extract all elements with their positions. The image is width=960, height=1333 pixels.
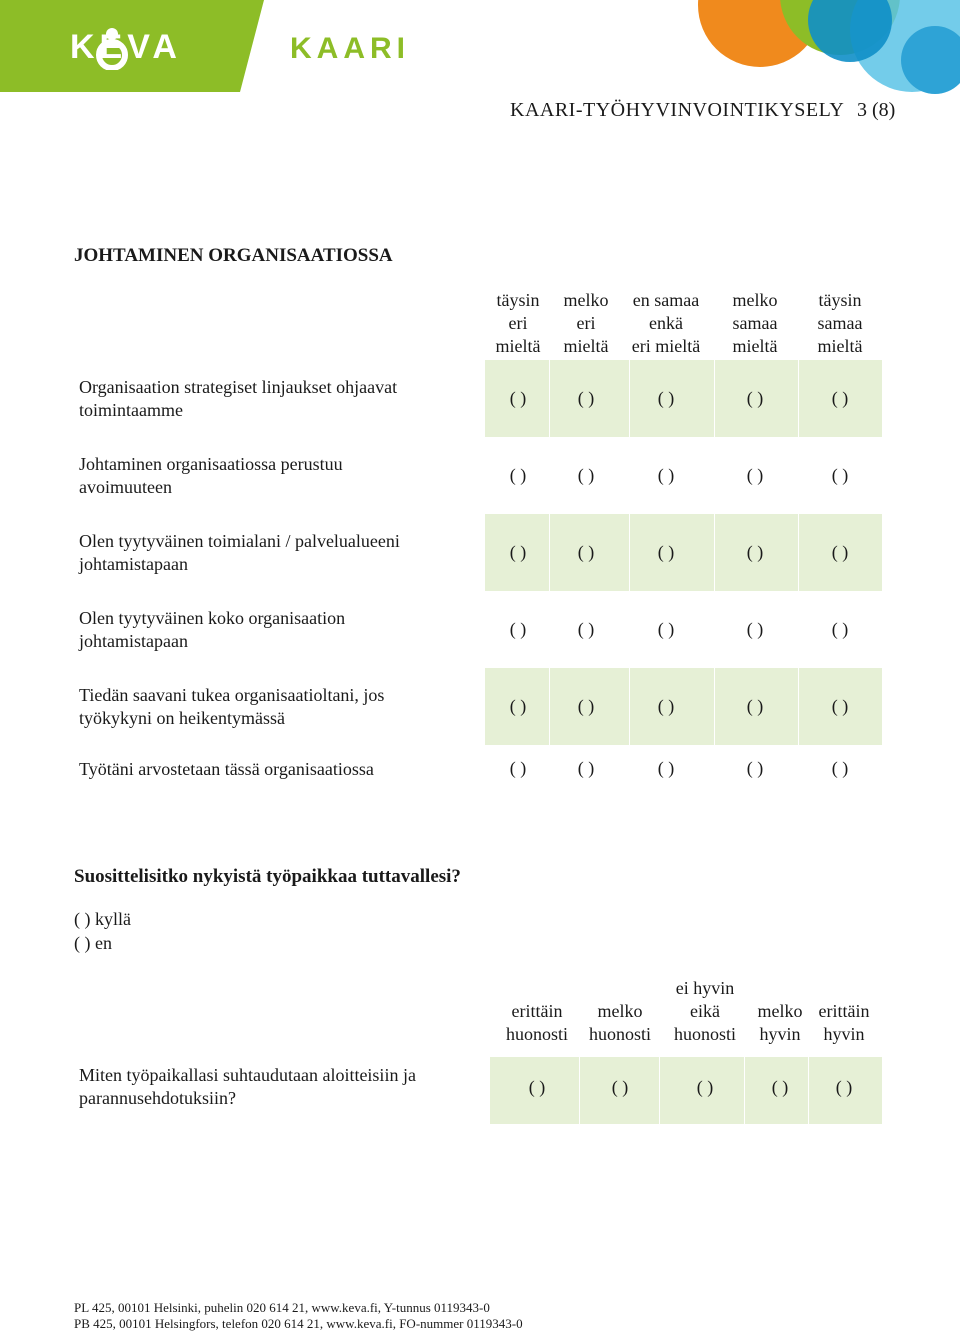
statement-line1: Olen tyytyväinen koko organisaation (79, 608, 346, 628)
answer-option-r6-c2[interactable]: ( ) (577, 758, 595, 778)
column-header-4 (720, 289, 790, 358)
column-header-line: enkä (649, 313, 683, 333)
answer-option-r4-c1[interactable]: ( ) (509, 619, 527, 639)
statement-5 (79, 684, 479, 730)
column-header-line: eri mieltä (631, 336, 701, 356)
answer-option-r3-c1[interactable]: ( ) (509, 542, 527, 562)
column-header-line: hyvin (823, 1024, 865, 1044)
answer-option-r3-c3[interactable]: ( ) (657, 542, 675, 562)
column-header-line: huonosti (673, 1024, 736, 1044)
column-header-line: eikä (690, 1001, 720, 1021)
statement-line1: Olen tyytyväinen toimialani / palvelualueeni (79, 531, 400, 551)
answer-option-r1-c2[interactable]: ( ) (577, 388, 595, 408)
answer-option-r5-c4[interactable]: ( ) (746, 696, 764, 716)
option-yes[interactable]: ( ) kyllä (74, 909, 131, 929)
statement-1 (79, 376, 479, 422)
column-header-line: melko (563, 290, 609, 310)
statement-line2: johtamistapaan (79, 631, 188, 651)
initiatives-column-header-2 (582, 977, 658, 1046)
initiatives-question-line1: Miten työpaikallasi suhtaudutaan aloitteisiin ja (79, 1065, 416, 1085)
answer-option-r3-c2[interactable]: ( ) (577, 542, 595, 562)
column-header-line: mieltä (732, 336, 778, 356)
initiatives-question (79, 1064, 479, 1110)
statement-line2: johtamistapaan (79, 554, 188, 574)
footer-address-fi: PL 425, 00101 Helsinki, puhelin 020 614 21, www.keva.fi, Y-tunnus 0119343-0 (74, 1300, 490, 1315)
option-no[interactable]: ( ) en (74, 933, 112, 953)
statement-2 (79, 453, 479, 499)
kaari-logo-text: KAARI (290, 32, 410, 65)
column-header-line: erittäin (818, 1001, 870, 1021)
column-header-line: huonosti (588, 1024, 651, 1044)
column-header-3 (618, 289, 714, 358)
answer-option-r1-c1[interactable]: ( ) (509, 388, 527, 408)
statement-line1: Tiedän saavani tukea organisaatioltani, jos (79, 685, 385, 705)
column-header-line (582, 977, 658, 1000)
column-header-2 (551, 289, 621, 358)
initiatives-column-header-5 (812, 977, 876, 1046)
initiatives-option-3[interactable]: ( ) (696, 1077, 714, 1097)
column-header-line: huonosti (505, 1024, 568, 1044)
column-header-line: melko (597, 1001, 643, 1021)
answer-option-r1-c4[interactable]: ( ) (746, 388, 764, 408)
column-header-line (497, 977, 577, 1000)
recommend-question: Suosittelisitko nykyistä työpaikkaa tuttavallesi? (74, 866, 461, 887)
column-header-line: melko (732, 290, 778, 310)
answer-option-r5-c1[interactable]: ( ) (509, 696, 527, 716)
initiatives-option-4[interactable]: ( ) (771, 1077, 789, 1097)
answer-option-r4-c4[interactable]: ( ) (746, 619, 764, 639)
column-header-line: samaa (817, 313, 863, 333)
initiatives-column-header-4 (752, 977, 808, 1046)
answer-option-r2-c2[interactable]: ( ) (577, 465, 595, 485)
answer-option-r6-c5[interactable]: ( ) (831, 758, 849, 778)
column-header-line: mieltä (563, 336, 609, 356)
keva-logo-text: KEVA (70, 28, 182, 66)
answer-option-r1-c3[interactable]: ( ) (657, 388, 675, 408)
statement-4 (79, 607, 479, 653)
answer-option-r3-c4[interactable]: ( ) (746, 542, 764, 562)
statement-line2: toimintaamme (79, 400, 183, 420)
statement-3 (79, 530, 479, 576)
statement-6 (79, 758, 479, 781)
answer-option-r5-c3[interactable]: ( ) (657, 696, 675, 716)
document-title: KAARI-TYÖHYVINVOINTIKYSELY (510, 99, 845, 121)
column-header-line: eri (576, 313, 596, 333)
column-header-1 (483, 289, 553, 358)
statement-line2: avoimuuteen (79, 477, 172, 497)
answer-option-r5-c2[interactable]: ( ) (577, 696, 595, 716)
answer-option-r5-c5[interactable]: ( ) (831, 696, 849, 716)
column-header-line: täysin (818, 290, 862, 310)
answer-option-r3-c5[interactable]: ( ) (831, 542, 849, 562)
column-header-line: mieltä (495, 336, 541, 356)
answer-option-r4-c2[interactable]: ( ) (577, 619, 595, 639)
answer-option-r2-c4[interactable]: ( ) (746, 465, 764, 485)
answer-option-r4-c5[interactable]: ( ) (831, 619, 849, 639)
answer-option-r2-c5[interactable]: ( ) (831, 465, 849, 485)
initiatives-column-header-1 (497, 977, 577, 1046)
column-header-line: melko (757, 1001, 803, 1021)
footer-address-sv: PB 425, 00101 Helsingfors, telefon 020 614 21, www.keva.fi, FO-nummer 0119343-0 (74, 1316, 523, 1331)
initiatives-column-header-3 (665, 977, 745, 1046)
column-header-line: mieltä (817, 336, 863, 356)
column-header-line: en samaa (632, 290, 700, 310)
column-header-line: hyvin (759, 1024, 801, 1044)
column-header-line: täysin (496, 290, 540, 310)
answer-option-r1-c5[interactable]: ( ) (831, 388, 849, 408)
initiatives-option-2[interactable]: ( ) (611, 1077, 629, 1097)
statement-line1: Organisaation strategiset linjaukset ohjaavat (79, 377, 398, 397)
column-header-line: erittäin (511, 1001, 563, 1021)
column-header-line: ei hyvin (675, 978, 735, 998)
answer-option-r6-c3[interactable]: ( ) (657, 758, 675, 778)
initiatives-option-1[interactable]: ( ) (528, 1077, 546, 1097)
column-header-line (752, 977, 808, 1000)
column-header-line: samaa (732, 313, 778, 333)
answer-option-r4-c3[interactable]: ( ) (657, 619, 675, 639)
column-header-5 (805, 289, 875, 358)
answer-option-r2-c1[interactable]: ( ) (509, 465, 527, 485)
column-header-line: eri (508, 313, 528, 333)
decorative-circles-icon (690, 0, 960, 100)
statement-line1: Työtäni arvostetaan tässä organisaatiossa (79, 759, 374, 779)
section-title: JOHTAMINEN ORGANISAATIOSSA (74, 245, 393, 266)
page-number: 3 (8) (857, 99, 896, 121)
answer-option-r6-c1[interactable]: ( ) (509, 758, 527, 778)
column-header-line (812, 977, 876, 1000)
initiatives-option-5[interactable]: ( ) (835, 1077, 853, 1097)
initiatives-question-line2: parannusehdotuksiin? (79, 1088, 236, 1108)
statement-line2: työkykyni on heikentymässä (79, 708, 285, 728)
answer-option-r2-c3[interactable]: ( ) (657, 465, 675, 485)
answer-option-r6-c4[interactable]: ( ) (746, 758, 764, 778)
statement-line1: Johtaminen organisaatiossa perustuu (79, 454, 343, 474)
